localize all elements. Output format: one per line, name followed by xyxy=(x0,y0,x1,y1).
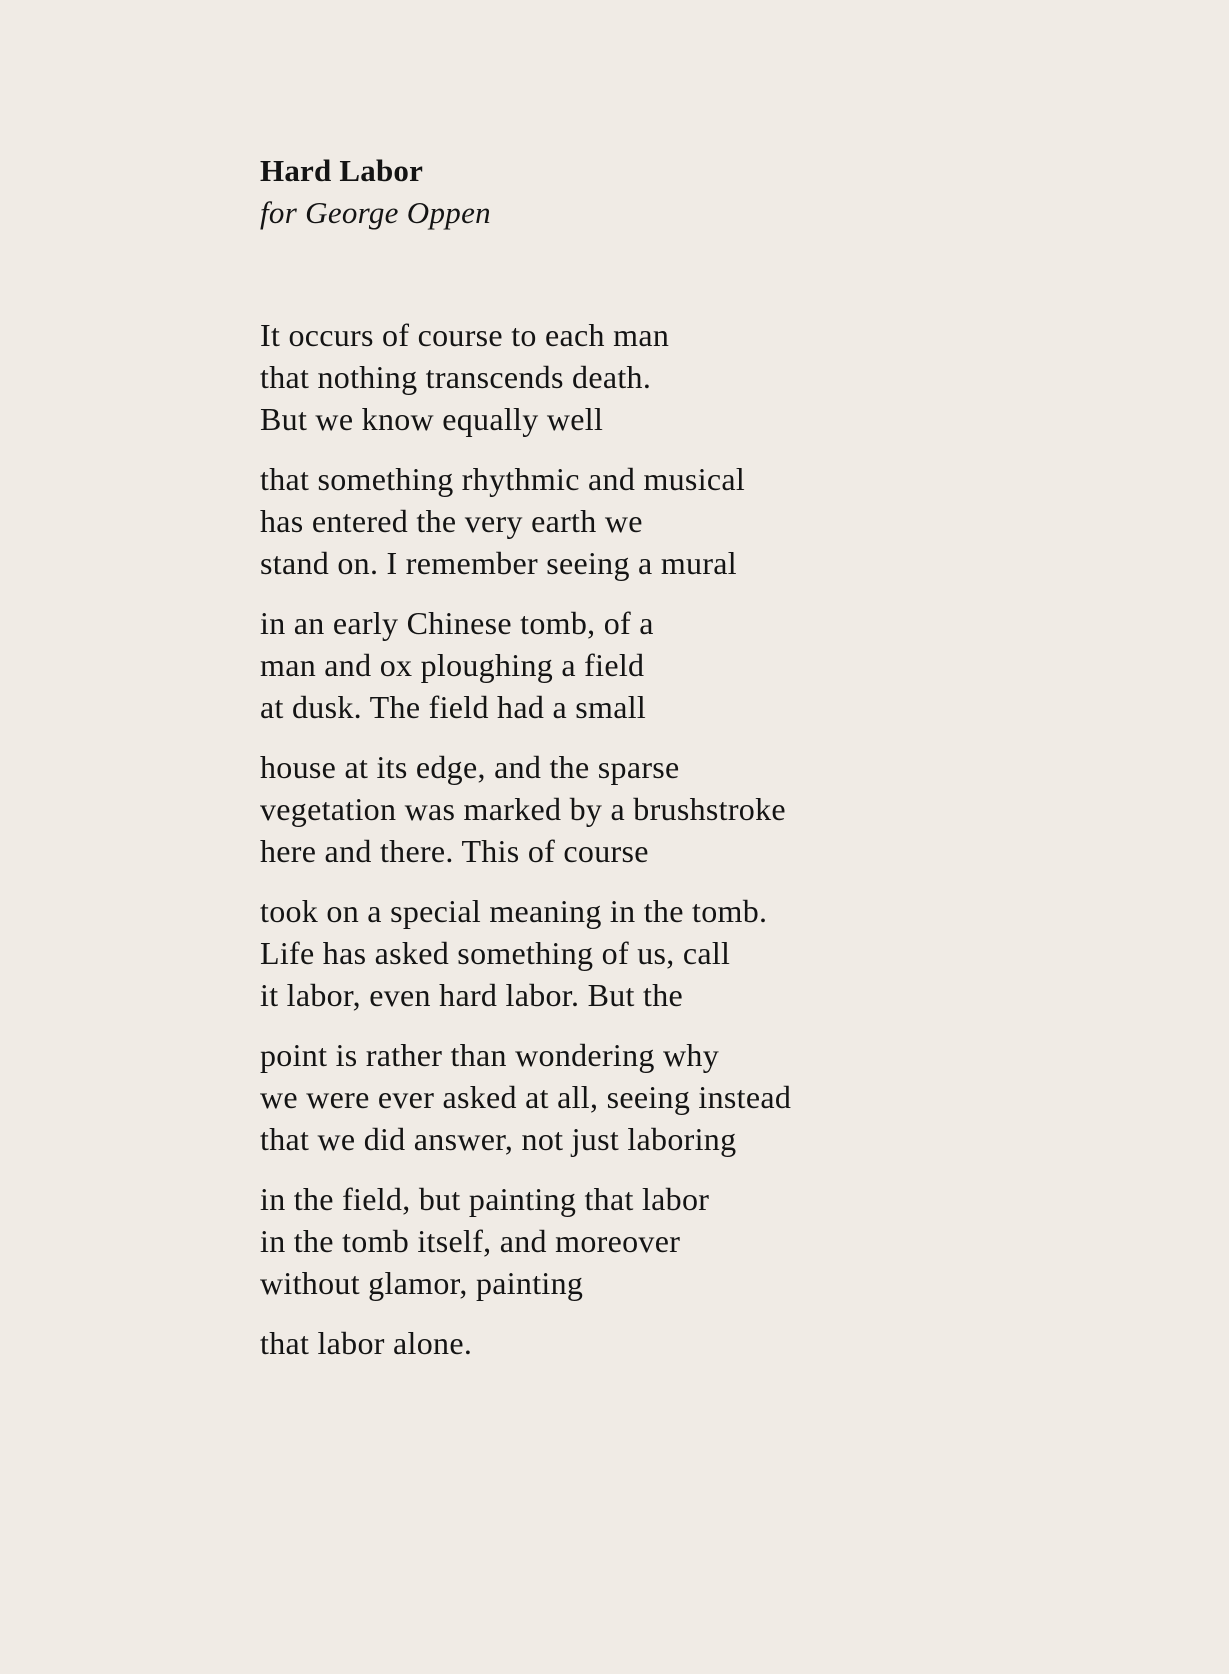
stanza xyxy=(260,602,1160,728)
poem-line: that something rhythmic and musical xyxy=(260,461,746,497)
poem-line: we were ever asked at all, seeing instead xyxy=(260,1079,792,1115)
poem-line: house at its edge, and the sparse xyxy=(260,749,680,785)
poem-line: Life has asked something of us, call xyxy=(260,935,731,971)
stanza xyxy=(260,746,1160,872)
stanza xyxy=(260,890,1160,1016)
poem-line: man and ox ploughing a field xyxy=(260,647,645,683)
poem-line: without glamor, painting xyxy=(260,1265,584,1301)
stanza xyxy=(260,1178,1160,1304)
poem-line: vegetation was marked by a brushstroke xyxy=(260,791,786,827)
stanza xyxy=(260,314,1160,440)
poem-line: It occurs of course to each man xyxy=(260,317,670,353)
poem-line: But we know equally well xyxy=(260,401,604,437)
poem-line: has entered the very earth we xyxy=(260,503,643,539)
poem-line: here and there. This of course xyxy=(260,833,649,869)
poem-line: point is rather than wondering why xyxy=(260,1037,719,1073)
poem-line: that nothing transcends death. xyxy=(260,359,652,395)
poem-line: stand on. I remember seeing a mural xyxy=(260,545,737,581)
poem-line: it labor, even hard labor. But the xyxy=(260,977,684,1013)
poem-page xyxy=(260,150,1160,1382)
stanza xyxy=(260,458,1160,584)
poem-line: that labor alone. xyxy=(260,1325,473,1361)
poem-line: in the tomb itself, and moreover xyxy=(260,1223,681,1259)
stanza xyxy=(260,1322,1160,1364)
poem-line: in the field, but painting that labor xyxy=(260,1181,710,1217)
poem-line: took on a special meaning in the tomb. xyxy=(260,893,768,929)
poem-line: in an early Chinese tomb, of a xyxy=(260,605,654,641)
poem-line: that we did answer, not just laboring xyxy=(260,1121,737,1157)
poem-dedication: for George Oppen xyxy=(260,195,491,230)
poem-line: at dusk. The field had a small xyxy=(260,689,647,725)
stanza xyxy=(260,1034,1160,1160)
poem-title: Hard Labor xyxy=(260,153,424,188)
